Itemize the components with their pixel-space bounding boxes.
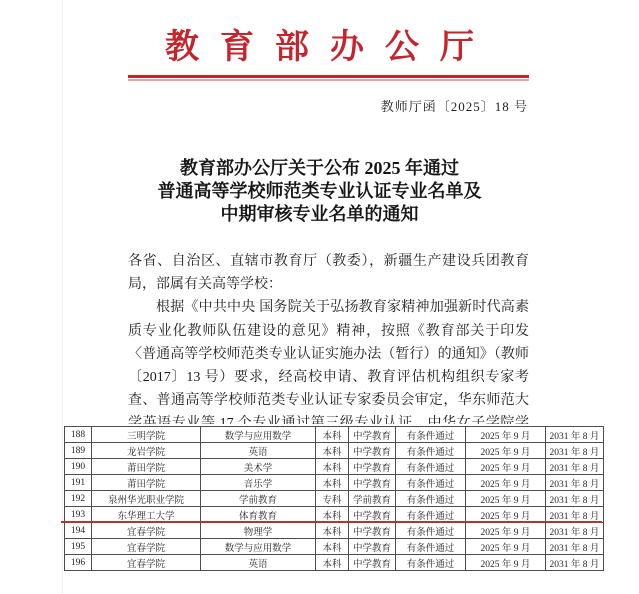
cell-school: 东华理工大学 [92, 507, 201, 523]
cell-major: 美术学 [201, 459, 316, 475]
doc-title-line-1: 教育部办公厅关于公布 2025 年通过 [180, 158, 459, 178]
cell-start: 2025 年 9 月 [466, 491, 546, 507]
table-overlay [63, 424, 604, 577]
cell-end: 2031 年 8 月 [546, 539, 604, 555]
body-line: 各省、自治区、直辖市教育厅（教委），新疆生产建设兵团教育 [128, 254, 529, 269]
cell-conclusion: 有条件通过 [396, 491, 466, 507]
cell-major: 英语 [201, 443, 316, 459]
table-row [65, 475, 604, 491]
cell-level: 本科 [316, 507, 349, 523]
cell-start: 2025 年 9 月 [466, 475, 546, 491]
cell-conclusion: 有条件通过 [396, 443, 466, 459]
cell-school: 莆田学院 [92, 475, 201, 491]
cell-school: 宜春学院 [92, 555, 201, 571]
cell-conclusion: 有条件通过 [396, 539, 466, 555]
cell-end: 2031 年 8 月 [546, 427, 604, 443]
doc-title [0, 157, 639, 226]
cell-no: 190 [65, 459, 92, 475]
cell-conclusion: 有条件通过 [396, 507, 466, 523]
cell-category: 中学教育 [349, 555, 396, 571]
cell-start: 2025 年 9 月 [466, 443, 546, 459]
body-line: 查、普通高等学校师范类专业认证专家委员会审定，华东师范大 [128, 393, 529, 409]
table-row [65, 427, 604, 443]
cell-level: 本科 [316, 523, 349, 539]
table-row [65, 459, 604, 475]
cell-major: 数学与应用数学 [201, 427, 316, 443]
doc-body [128, 250, 529, 436]
table-row [65, 523, 604, 539]
cell-major: 学前教育 [201, 491, 316, 507]
cell-end: 2031 年 8 月 [546, 459, 604, 475]
body-line: 根据《中共中央 国务院关于弘扬教育家精神加强新时代高素 [156, 300, 529, 316]
cell-school: 泉州华光职业学院 [92, 491, 201, 507]
row-193-red-underline [61, 521, 602, 523]
cell-category: 学前教育 [349, 491, 396, 507]
cell-major: 数学与应用数学 [201, 539, 316, 555]
cell-school: 莆田学院 [92, 459, 201, 475]
cell-conclusion: 有条件通过 [396, 523, 466, 539]
cell-category: 中学教育 [349, 523, 396, 539]
doc-header-title [0, 28, 639, 68]
cell-start: 2025 年 9 月 [466, 427, 546, 443]
cell-level: 本科 [316, 475, 349, 491]
body-line: 〔2017〕13 号）要求，经高校申请、教育评估机构组织专家考 [128, 370, 529, 386]
cell-major: 英语 [201, 555, 316, 571]
cell-major: 音乐学 [201, 475, 316, 491]
cell-start: 2025 年 9 月 [466, 539, 546, 555]
cell-no: 195 [65, 539, 92, 555]
cell-start: 2025 年 9 月 [466, 459, 546, 475]
cell-category: 中学教育 [349, 507, 396, 523]
table-row [65, 443, 604, 459]
certification-table [64, 426, 604, 571]
doc-number: 教师厅函〔2025〕18 号 [380, 99, 528, 114]
doc-title-line-3: 中期审核专业名单的通知 [220, 204, 419, 224]
cell-major: 物理学 [201, 523, 316, 539]
doc-title-line-2: 普通高等学校师范类专业认证专业名单及 [157, 181, 482, 201]
table-row [65, 555, 604, 571]
cell-end: 2031 年 8 月 [546, 555, 604, 571]
cell-conclusion: 有条件通过 [396, 427, 466, 443]
cell-conclusion: 有条件通过 [396, 475, 466, 491]
cell-level: 本科 [316, 539, 349, 555]
cell-school: 三明学院 [92, 427, 201, 443]
table-row [65, 491, 604, 507]
cell-category: 中学教育 [349, 459, 396, 475]
cell-end: 2031 年 8 月 [546, 507, 604, 523]
cell-level: 专科 [316, 491, 349, 507]
cell-category: 中学教育 [349, 427, 396, 443]
cell-end: 2031 年 8 月 [546, 523, 604, 539]
cell-category: 中学教育 [349, 539, 396, 555]
red-separator-line-bottom [128, 79, 529, 81]
cell-school: 宜春学院 [92, 523, 201, 539]
cell-start: 2025 年 9 月 [466, 523, 546, 539]
cell-no: 189 [65, 443, 92, 459]
cell-conclusion: 有条件通过 [396, 459, 466, 475]
red-separator-line-top [128, 75, 529, 78]
cell-start: 2025 年 9 月 [466, 507, 546, 523]
cell-school: 宜春学院 [92, 539, 201, 555]
cell-school: 龙岩学院 [92, 443, 201, 459]
cell-level: 本科 [316, 427, 349, 443]
table-row [65, 539, 604, 555]
cell-category: 中学教育 [349, 475, 396, 491]
cell-category: 中学教育 [349, 443, 396, 459]
cell-no: 192 [65, 491, 92, 507]
body-line: 质专业化教师队伍建设的意见》精神，按照《教育部关于印发 [128, 323, 529, 339]
doc-header-title-text: 教育部办公厅 [165, 29, 495, 66]
cell-level: 本科 [316, 459, 349, 475]
body-line: 局，部属有关高等学校： [128, 277, 282, 293]
red-separator-line [128, 75, 529, 81]
cell-level: 本科 [316, 555, 349, 571]
cell-end: 2031 年 8 月 [546, 491, 604, 507]
cell-major: 体育教育 [201, 507, 316, 523]
cell-start: 2025 年 9 月 [466, 555, 546, 571]
cell-no: 188 [65, 427, 92, 443]
cell-level: 本科 [316, 443, 349, 459]
cell-no: 196 [65, 555, 92, 571]
cell-no: 191 [65, 475, 92, 491]
cell-end: 2031 年 8 月 [546, 475, 604, 491]
cell-no: 193 [65, 507, 92, 523]
cell-end: 2031 年 8 月 [546, 443, 604, 459]
cell-no: 194 [65, 523, 92, 539]
body-line: 〈普通高等学校师范类专业认证实施办法（暂行）的通知》（教师 [128, 346, 529, 362]
cell-conclusion: 有条件通过 [396, 555, 466, 571]
